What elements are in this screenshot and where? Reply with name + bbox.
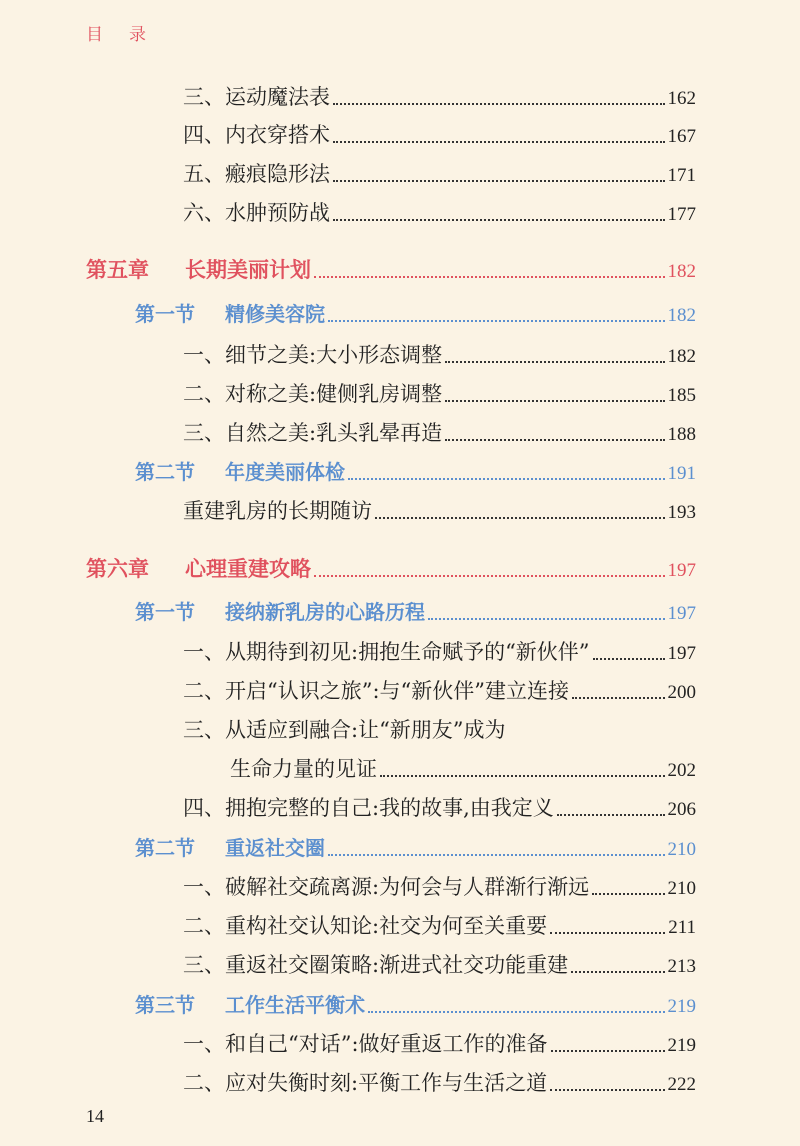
toc-page-number: 197 xyxy=(667,560,696,581)
toc-page-number: 193 xyxy=(667,502,696,523)
toc-page-number: 162 xyxy=(667,88,696,109)
toc-section-number: 第一节 xyxy=(135,600,195,624)
leader-dots xyxy=(428,617,665,620)
toc-page-number: 177 xyxy=(667,204,696,225)
toc-section-title: 精修美容院 xyxy=(225,302,325,326)
toc-chapter-number: 第五章 xyxy=(86,258,149,282)
page-header-title: 目录 xyxy=(86,25,172,45)
toc-item-row[interactable] xyxy=(183,909,696,943)
toc-page-number: 222 xyxy=(667,1074,696,1095)
toc-item-row[interactable] xyxy=(183,494,696,528)
toc-item-row[interactable] xyxy=(183,1027,696,1061)
leader-dots xyxy=(348,477,665,480)
toc-section-row[interactable] xyxy=(135,831,696,865)
toc-page-number: 210 xyxy=(667,839,696,860)
toc-chapter-title: 长期美丽计划 xyxy=(185,258,311,282)
leader-dots xyxy=(550,1088,664,1091)
toc-item-row[interactable] xyxy=(183,416,696,450)
toc-section-row[interactable] xyxy=(135,455,696,489)
toc-page-number: 213 xyxy=(667,956,696,977)
toc-section-row[interactable] xyxy=(135,988,696,1022)
leader-dots xyxy=(375,516,665,519)
toc-entry-text: 三、从适应到融合:让“新朋友”成为 xyxy=(183,718,506,742)
toc-item-title: 二、开启“认识之旅”:与“新伙伴”建立连接 xyxy=(183,679,570,703)
leader-dots xyxy=(368,1010,665,1013)
toc-page-number: 182 xyxy=(667,261,696,282)
leader-dots xyxy=(572,696,664,699)
toc-item-title: 一、细节之美:大小形态调整 xyxy=(183,343,443,367)
toc-page-number: 188 xyxy=(667,424,696,445)
toc-item-title: 四、内衣穿搭术 xyxy=(183,123,330,147)
toc-item-title: 重建乳房的长期随访 xyxy=(183,499,372,523)
leader-dots xyxy=(551,1049,665,1052)
toc-page-number: 197 xyxy=(667,643,696,664)
toc-section-row[interactable] xyxy=(135,297,696,331)
toc-item-row[interactable] xyxy=(183,948,696,982)
toc-item-row[interactable] xyxy=(183,870,696,904)
toc-item-title: 三、自然之美:乳头乳晕再造 xyxy=(183,421,443,445)
toc-section-title: 接纳新乳房的心路历程 xyxy=(225,600,425,624)
toc-item-title: 二、应对失衡时刻:平衡工作与生活之道 xyxy=(183,1071,548,1095)
toc-item-title: 二、对称之美:健侧乳房调整 xyxy=(183,382,443,406)
leader-dots xyxy=(328,853,665,856)
toc-page-number: 219 xyxy=(667,996,696,1017)
toc-item-row[interactable] xyxy=(183,377,696,411)
toc-item-title: 三、运动魔法表 xyxy=(183,85,330,109)
toc-item-title: 一、从期待到初见:拥抱生命赋予的“新伙伴” xyxy=(183,640,590,664)
toc-page-number: 206 xyxy=(667,799,696,820)
toc-section-title: 重返社交圈 xyxy=(225,836,325,860)
toc-chapter-row[interactable] xyxy=(86,253,696,287)
leader-dots xyxy=(333,140,665,143)
toc-item-row[interactable] xyxy=(230,752,696,786)
toc-chapter-row[interactable] xyxy=(86,552,696,586)
leader-dots xyxy=(571,970,664,973)
toc-page-number: 185 xyxy=(667,385,696,406)
toc-item-row[interactable] xyxy=(183,674,696,708)
toc-section-number: 第二节 xyxy=(135,836,195,860)
toc-page-number: 200 xyxy=(667,682,696,703)
toc-page-number: 197 xyxy=(667,603,696,624)
toc-section-number: 第一节 xyxy=(135,302,195,326)
toc-page-number: 182 xyxy=(667,346,696,367)
toc-item-row[interactable] xyxy=(183,635,696,669)
leader-dots xyxy=(314,275,665,278)
leader-dots xyxy=(380,774,665,777)
toc-section-row[interactable] xyxy=(135,595,696,629)
toc-item-title: 三、重返社交圈策略:渐进式社交功能重建 xyxy=(183,953,569,977)
toc-item-title: 一、破解社交疏离源:为何会与人群渐行渐远 xyxy=(183,875,590,899)
leader-dots xyxy=(445,399,664,402)
toc-page-number: 211 xyxy=(668,917,696,938)
leader-dots xyxy=(333,218,665,221)
toc-item-row[interactable] xyxy=(183,80,696,114)
toc-item-title: 四、拥抱完整的自己:我的故事,由我定义 xyxy=(183,796,554,820)
toc-page-number: 210 xyxy=(667,878,696,899)
toc-page-number: 167 xyxy=(667,126,696,147)
leader-dots xyxy=(445,360,664,363)
toc-page-number: 182 xyxy=(667,305,696,326)
leader-dots xyxy=(333,102,665,105)
toc-item-row[interactable] xyxy=(183,338,696,372)
toc-page-number: 191 xyxy=(667,463,696,484)
toc-item-title: 生命力量的见证 xyxy=(230,757,377,781)
leader-dots xyxy=(445,438,664,441)
toc-page-number: 171 xyxy=(667,165,696,186)
toc-section-number: 第二节 xyxy=(135,460,195,484)
toc-item-title: 五、瘢痕隐形法 xyxy=(183,162,330,186)
toc-page-number: 219 xyxy=(667,1035,696,1056)
leader-dots xyxy=(592,892,664,895)
toc-item-title: 一、和自己“对话”:做好重返工作的准备 xyxy=(183,1032,548,1056)
leader-dots xyxy=(314,574,665,577)
leader-dots xyxy=(550,931,665,934)
toc-chapter-number: 第六章 xyxy=(86,557,149,581)
toc-page-number: 202 xyxy=(667,760,696,781)
page-number: 14 xyxy=(86,1106,104,1126)
leader-dots xyxy=(328,319,665,322)
toc-item-row[interactable] xyxy=(183,196,696,230)
toc-item-title: 六、水肿预防战 xyxy=(183,201,330,225)
toc-section-title: 年度美丽体检 xyxy=(225,460,345,484)
toc-item-title: 二、重构社交认知论:社交为何至关重要 xyxy=(183,914,548,938)
leader-dots xyxy=(333,179,665,182)
toc-item-row[interactable] xyxy=(183,118,696,152)
toc-item-row[interactable] xyxy=(183,1066,696,1100)
toc-item-row[interactable] xyxy=(183,791,696,825)
toc-item-row[interactable] xyxy=(183,157,696,191)
toc-section-title: 工作生活平衡术 xyxy=(225,993,365,1017)
toc-section-number: 第三节 xyxy=(135,993,195,1017)
leader-dots xyxy=(557,813,665,816)
toc-chapter-title: 心理重建攻略 xyxy=(185,557,311,581)
leader-dots xyxy=(593,657,665,660)
